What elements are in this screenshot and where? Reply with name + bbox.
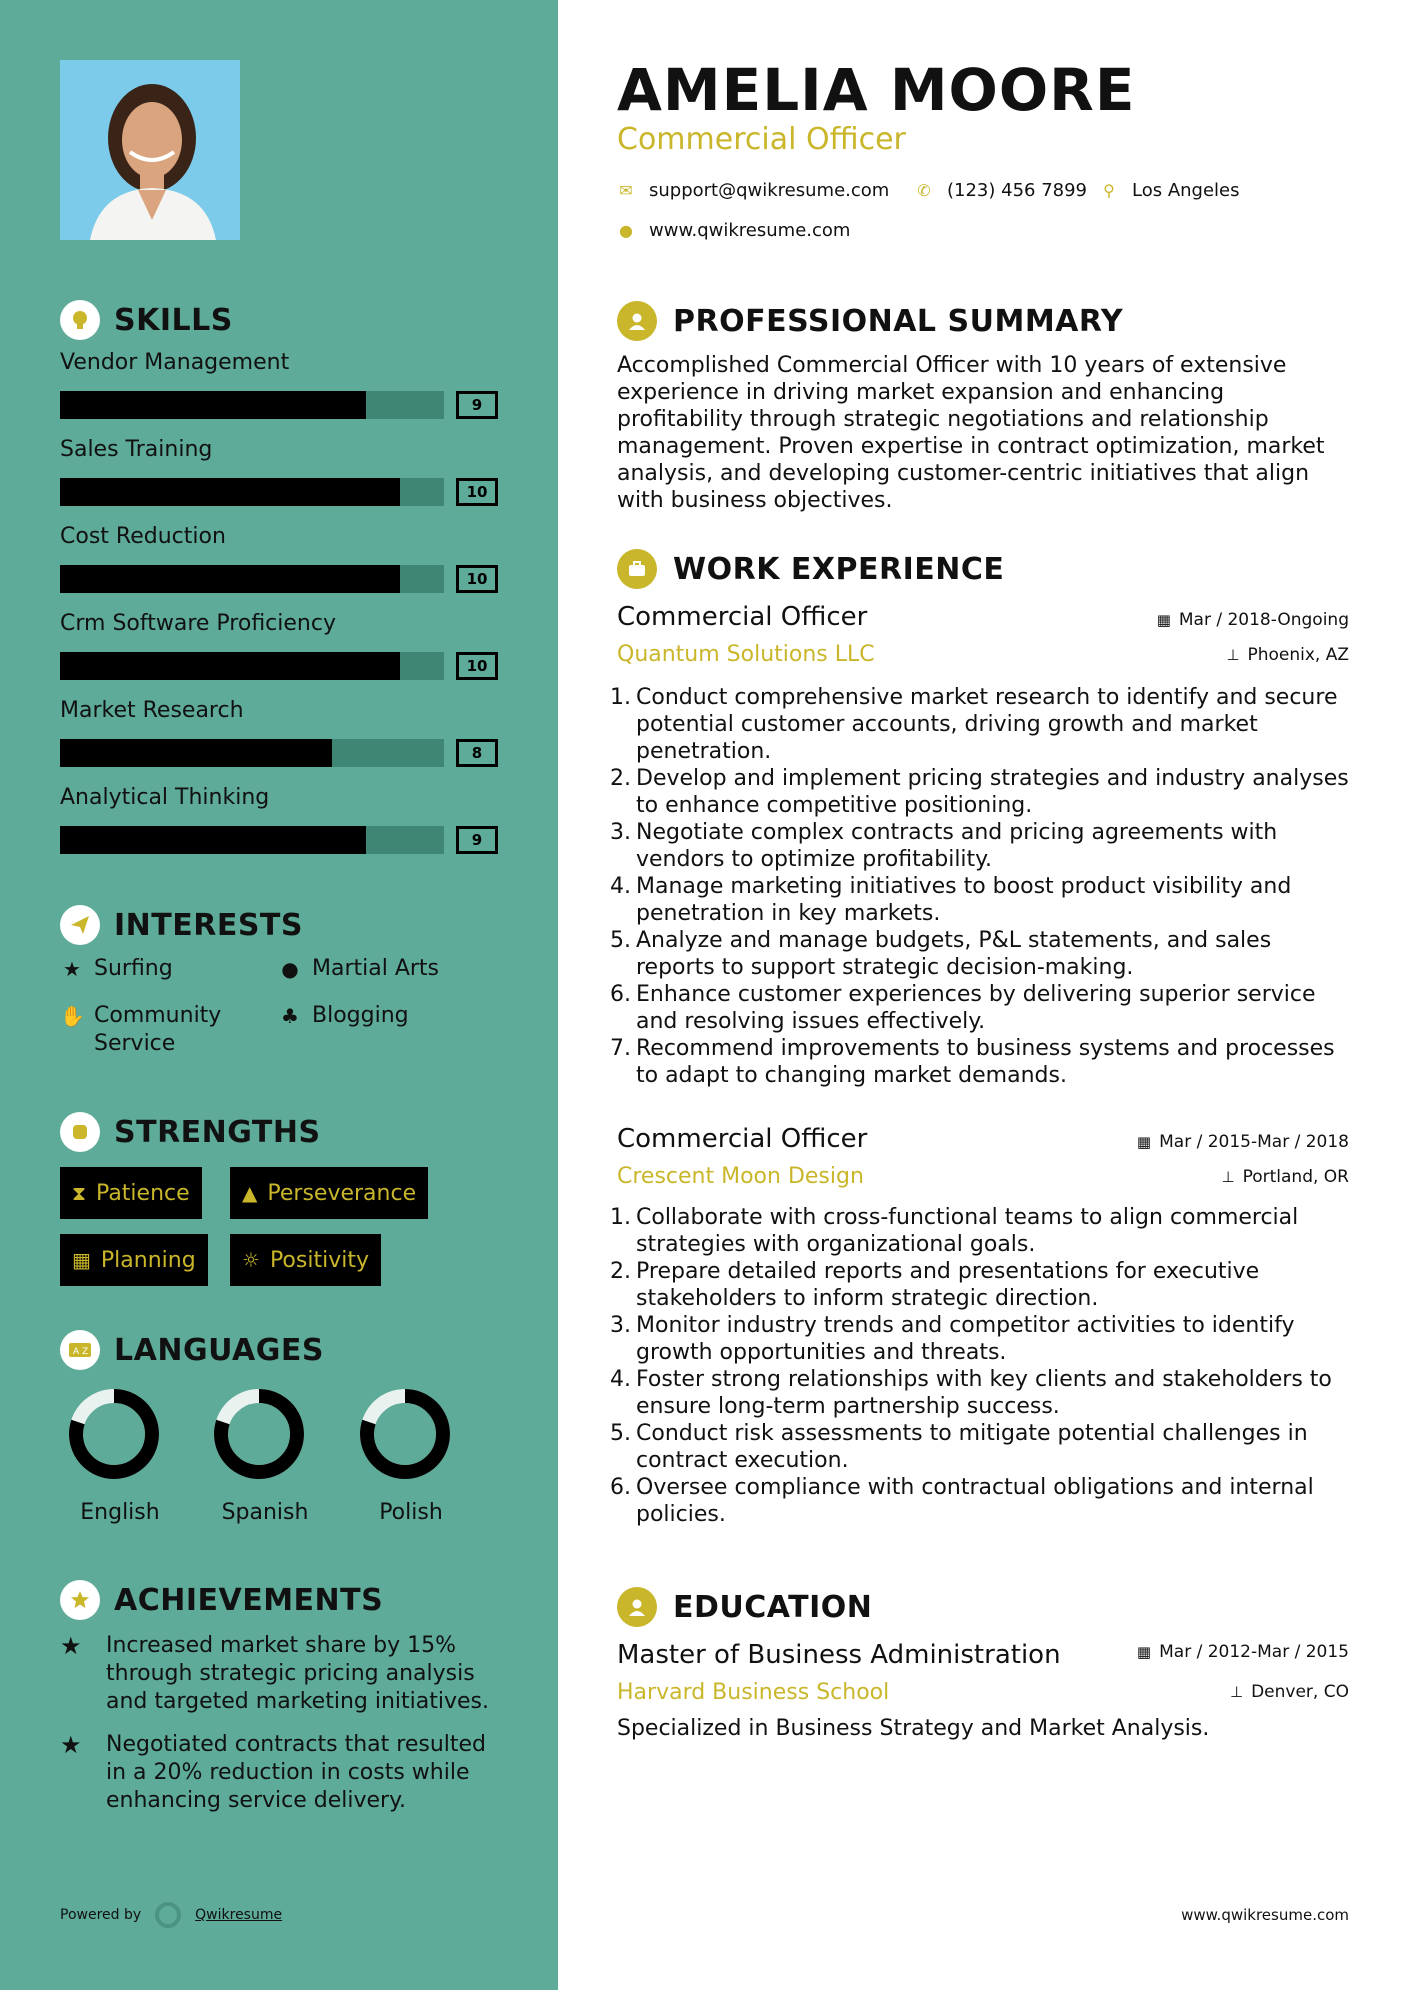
skill-score: 9 xyxy=(456,826,498,854)
skill-bar xyxy=(60,565,498,593)
contact-email: ✉ support@qwikresume.com xyxy=(617,180,889,201)
list-item: 1. Collaborate with cross-functional teams to align commercial strategies with organizational goals. xyxy=(610,1205,1299,1257)
achievements-title: ACHIEVEMENTS xyxy=(114,1582,384,1618)
pin-icon: ⊥ xyxy=(1221,1168,1235,1186)
education-dates: ▦ Mar / 2012-Mar / 2015 xyxy=(1136,1642,1349,1662)
calendar-icon: ▦ xyxy=(1136,1133,1152,1151)
contact-location: ⚲ Los Angeles xyxy=(1100,180,1240,201)
achievements-heading xyxy=(60,1580,383,1620)
job-dates: ▦ Mar / 2018-Ongoing xyxy=(1156,610,1349,630)
fist-icon xyxy=(60,1112,100,1152)
skill-bar xyxy=(60,652,498,680)
calendar-icon: ▦ xyxy=(72,1248,91,1272)
paper-plane-icon xyxy=(60,905,100,945)
map-pin-icon: ⚲ xyxy=(1103,181,1115,200)
phone-icon: ✆ xyxy=(917,181,931,200)
language-ring-polish xyxy=(357,1386,453,1482)
star-icon: ★ xyxy=(60,1632,82,1660)
strength-item: ☼ Positivity xyxy=(230,1234,381,1286)
skill-track xyxy=(60,739,444,767)
interest-item: ♣ Blogging xyxy=(278,1002,409,1030)
job-bullets xyxy=(610,1204,1350,1528)
group-icon: ♣ xyxy=(281,1004,299,1028)
sun-icon: ☼ xyxy=(242,1248,260,1272)
calendar-icon: ▦ xyxy=(1136,1643,1152,1661)
achievement-item: ★ Negotiated contracts that resulted in a 20% reduction in costs while enhancing service delivery. xyxy=(60,1731,486,1813)
skill-label: Vendor Management xyxy=(60,350,290,375)
skill-fill xyxy=(60,565,400,593)
language-ring-english xyxy=(66,1386,162,1482)
job-bullets xyxy=(610,684,1350,1089)
interests-title: INTERESTS xyxy=(114,907,303,943)
hourglass-icon: ⧗ xyxy=(72,1181,87,1205)
skill-bar xyxy=(60,739,498,767)
list-item: 2. Prepare detailed reports and presentations for executive stakeholders to inform strategic direction. xyxy=(610,1259,1260,1311)
graduation-icon xyxy=(617,1587,657,1627)
qwikresume-logo-icon xyxy=(155,1902,181,1928)
language-label: Polish xyxy=(379,1500,443,1525)
skill-fill xyxy=(60,652,400,680)
skill-bar xyxy=(60,826,498,854)
pin-icon: ⊥ xyxy=(1226,646,1240,664)
interest-item: ✋ Community Service xyxy=(60,1003,222,1056)
school-name: Harvard Business School xyxy=(617,1680,890,1705)
languages-heading xyxy=(60,1330,324,1370)
strength-item: ▲ Perseverance xyxy=(230,1167,428,1219)
skill-score: 8 xyxy=(456,739,498,767)
experience-heading xyxy=(617,549,1004,589)
powered-by: Powered by Qwikresume xyxy=(60,1902,282,1928)
experience-title: WORK EXPERIENCE xyxy=(673,551,1005,587)
profile-photo xyxy=(60,60,240,240)
star-icon: ★ xyxy=(60,1731,82,1759)
job-company: Crescent Moon Design xyxy=(617,1164,864,1189)
skills-title: SKILLS xyxy=(114,302,233,338)
list-item: 5. Conduct risk assessments to mitigate potential challenges in contract execution. xyxy=(610,1421,1308,1473)
languages-title: LANGUAGES xyxy=(114,1332,324,1368)
strengths-heading xyxy=(60,1112,321,1152)
skill-bar xyxy=(60,391,498,419)
education-title: EDUCATION xyxy=(673,1589,873,1625)
list-item: 2. Develop and implement pricing strategies and industry analyses to enhance competitive positioning. xyxy=(610,766,1349,818)
skill-track xyxy=(60,652,444,680)
skill-fill xyxy=(60,391,366,419)
svg-text:Z: Z xyxy=(82,1347,89,1357)
skill-label: Crm Software Proficiency xyxy=(60,611,336,636)
list-item: 1. Conduct comprehensive market research to identify and secure potential customer accounts, driving growth and market penetration. xyxy=(610,685,1338,764)
job-title: Commercial Officer xyxy=(617,602,868,632)
interest-item: ● Martial Arts xyxy=(278,955,439,983)
globe-icon: ● xyxy=(619,221,633,240)
svg-text:A: A xyxy=(73,1347,80,1357)
skill-track xyxy=(60,826,444,854)
list-item: 7. Recommend improvements to business systems and processes to adapt to changing market demands. xyxy=(610,1036,1335,1088)
achievement-item: ★ Increased market share by 15% through strategic pricing analysis and targeted marketing initiatives. xyxy=(60,1632,489,1714)
skill-label: Market Research xyxy=(60,698,244,723)
briefcase-icon xyxy=(617,549,657,589)
envelope-icon: ✉ xyxy=(619,181,633,200)
list-item: 5. Analyze and manage budgets, P&L statements, and sales reports to support strategic decision-making. xyxy=(610,928,1272,980)
skill-track xyxy=(60,565,444,593)
summary-heading xyxy=(617,301,1123,341)
list-item: 3. Negotiate complex contracts and pricing agreements with vendors to optimize profitability. xyxy=(610,820,1278,872)
degree-title: Master of Business Administration xyxy=(617,1640,1061,1670)
skill-track xyxy=(60,478,444,506)
list-item: 4. Manage marketing initiatives to boost product visibility and penetration in key markets. xyxy=(610,874,1292,926)
language-ring-spanish xyxy=(211,1386,307,1482)
lightbulb-icon xyxy=(60,300,100,340)
skill-score: 9 xyxy=(456,391,498,419)
globe-icon: ● xyxy=(281,957,299,981)
footer-url[interactable]: www.qwikresume.com xyxy=(1181,1906,1349,1924)
candidate-name: AMELIA MOORE xyxy=(617,56,1136,124)
skill-label: Sales Training xyxy=(60,437,213,462)
summary-title: PROFESSIONAL SUMMARY xyxy=(673,303,1124,339)
calendar-icon: ▦ xyxy=(1156,611,1171,629)
skill-label: Analytical Thinking xyxy=(60,785,270,810)
skills-heading xyxy=(60,300,233,340)
list-item: 6. Enhance customer experiences by delivering superior service and resolving issues effectively. xyxy=(610,982,1316,1034)
language-label: Spanish xyxy=(221,1500,309,1525)
education-heading xyxy=(617,1587,872,1627)
strength-item: ⧗ Patience xyxy=(60,1167,202,1219)
road-icon: ▲ xyxy=(242,1181,258,1205)
job-dates: ▦ Mar / 2015-Mar / 2018 xyxy=(1136,1132,1349,1152)
job-title: Commercial Officer xyxy=(617,1124,868,1154)
skill-score: 10 xyxy=(456,478,498,506)
skill-label: Cost Reduction xyxy=(60,524,226,549)
skill-bar xyxy=(60,478,498,506)
job-location: ⊥ Portland, OR xyxy=(1221,1167,1349,1187)
user-icon xyxy=(617,301,657,341)
summary-text: Accomplished Commercial Officer with 10 years of extensive experience in driving market expansion and enhancing profitability through strategic negotiations and relationship management. Proven expertise in contract optimization, market analysis, and developing customer-centric initiatives that align with business objectives. xyxy=(617,353,1325,513)
education-description: Specialized in Business Strategy and Market Analysis. xyxy=(617,1716,1210,1741)
candidate-role: Commercial Officer xyxy=(617,122,906,157)
skill-fill xyxy=(60,478,400,506)
trophy-icon xyxy=(60,1580,100,1620)
skill-score: 10 xyxy=(456,652,498,680)
star-icon: ★ xyxy=(63,957,81,981)
contact-phone: ✆ (123) 456 7899 xyxy=(915,180,1087,201)
hand-icon: ✋ xyxy=(60,1004,85,1028)
interests-heading xyxy=(60,905,303,945)
interest-item: ★ Surfing xyxy=(60,955,173,983)
qwikresume-link[interactable]: Qwikresume xyxy=(195,1907,283,1923)
skill-fill xyxy=(60,826,366,854)
skill-fill xyxy=(60,739,332,767)
education-location: ⊥ Denver, CO xyxy=(1230,1682,1349,1702)
list-item: 4. Foster strong relationships with key clients and stakeholders to ensure long-term partnership success. xyxy=(610,1367,1332,1419)
strengths-title: STRENGTHS xyxy=(114,1114,321,1150)
strength-item: ▦ Planning xyxy=(60,1234,208,1286)
skill-track xyxy=(60,391,444,419)
language-icon xyxy=(60,1330,100,1370)
language-label: English xyxy=(80,1500,160,1525)
job-company: Quantum Solutions LLC xyxy=(617,642,875,667)
skill-score: 10 xyxy=(456,565,498,593)
contact-website: ● www.qwikresume.com xyxy=(617,220,850,241)
list-item: 6. Oversee compliance with contractual obligations and internal policies. xyxy=(610,1475,1314,1527)
job-location: ⊥ Phoenix, AZ xyxy=(1226,645,1349,665)
list-item: 3. Monitor industry trends and competitor activities to identify growth opportunities and threats. xyxy=(610,1313,1295,1365)
pin-icon: ⊥ xyxy=(1230,1683,1244,1701)
